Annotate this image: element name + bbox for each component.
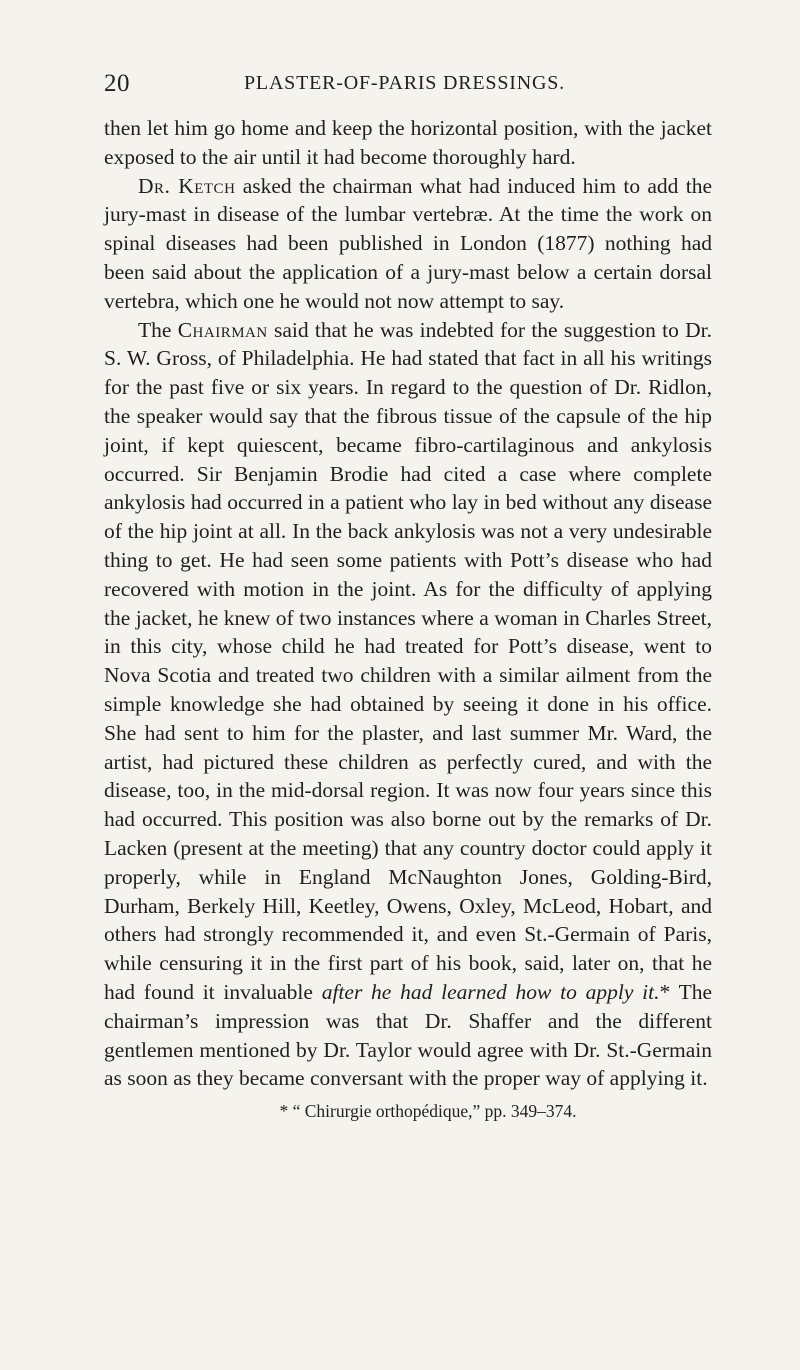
paragraph-1-text: then let him go home and keep the horizontal position, with the jacket exposed to the air until it had become thoroughly hard. xyxy=(104,116,712,169)
speaker-ketch: Dr. Ketch xyxy=(138,173,236,198)
paragraph-3 xyxy=(104,316,712,1094)
body-text xyxy=(104,114,712,1093)
page-header xyxy=(104,64,712,104)
paragraph-3-closing: The chairman’s impression was that Dr. Shaffer and the different gentlemen mentioned by Dr. Taylor would agree with Dr. St.-Germain as soon as they became conversant with the proper way of applying it. xyxy=(104,979,712,1091)
paragraph-3-text: said that he was indebted for the suggestion to Dr. S. W. Gross, of Philadelphia. He had stated that fact in all his writings for the past five or six years. In regard to the question of Dr. Ridlon, the speaker would say that the fibrous tissue of the capsule of the hip joint, if kept quiescent, became fibro-cartilaginous and ankylosis occurred. Sir Benjamin Brodie had cited a case where complete ankylosis had occurred in a patient who lay in bed without any disease of the hip joint at all. In the back ankylosis was not a very undesirable thing to get. He had seen some patients with Pott’s disease who had recovered with motion in the joint. As for the difficulty of applying the jacket, he knew of two instances where a woman in Charles Street, in this city, whose child he had treated for Pott’s disease, went to Nova Scotia and treated two children with a similar ailment from the simple knowledge she had obtained by seeing it done in his office. She had sent to him for the plaster, and last summer Mr. Ward, the artist, had pictured these children as perfectly cured, and with the disease, too, in the mid-dorsal region. It was now four years since this had occurred. This position was also borne out by the remarks of Dr. Lacken (present at the meeting) that any country doctor could apply it properly, while in England McNaughton Jones, Golding-Bird, Durham, Berkely Hill, Keetley, Owens, Oxley, McLeod, Hobart, and others had strongly recommended it, and even St.-Germain of Paris, while censuring it in the first part of his book, said, later on, that he had found it invaluable xyxy=(104,317,712,1004)
page-number: 20 xyxy=(104,70,130,97)
italic-phrase: after he had learned how to apply it. xyxy=(321,979,660,1004)
paragraph-1 xyxy=(104,114,712,172)
footnote: * “ Chirurgie orthopédique,” pp. 349–374. xyxy=(279,1101,577,1122)
speaker-chairman: Chairman xyxy=(177,317,268,342)
paragraph-2 xyxy=(104,172,712,316)
running-head: PLASTER-OF-PARIS DRESSINGS. xyxy=(244,72,565,94)
footnote-marker: * xyxy=(659,979,671,1004)
paragraph-2-text: asked the chairman what had induced him to add the jury-mast in disease of the lumbar vertebræ. At the time the work on spinal diseases had been published in London (1877) nothing had been said about the application of a jury-mast below a certain dorsal vertebra, which one he would not now attempt to say. xyxy=(104,173,712,313)
paragraph-3-lead: The xyxy=(138,317,178,342)
